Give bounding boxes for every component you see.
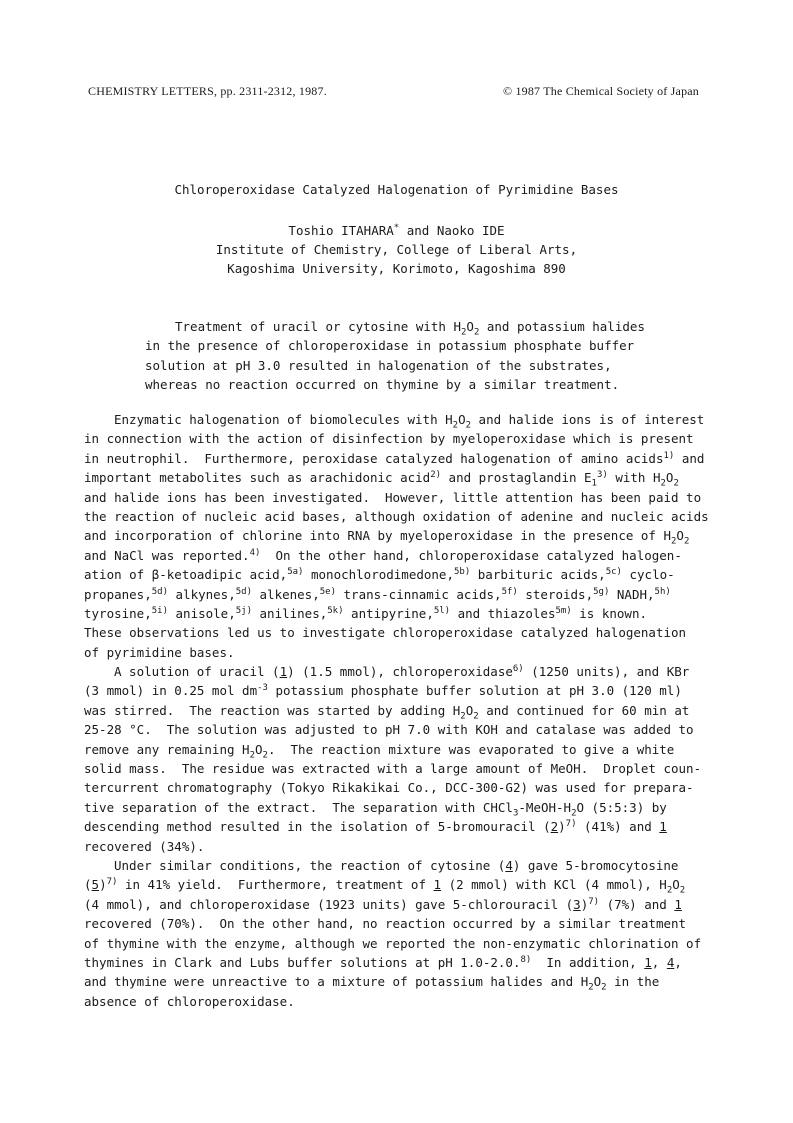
affiliation-line-1: Institute of Chemistry, College of Liberal Arts, (215, 242, 578, 257)
body-line: descending method resulted in the isolation of 5-bromouracil $(2)^{7)}$ (41%) and 1 (84, 819, 667, 835)
body-line: the reaction of nucleic acid bases, although oxidation of adenine and nucleic acids (84, 508, 709, 524)
abstract-line: whereas no reaction occurred on thymine by a similar treatment. (145, 377, 620, 393)
body-line: recovered (70%). On the other hand, no reaction occurred by a similar treatment (84, 916, 687, 932)
body-line: A solution of uracil (1) (1.5 mmol), chloroperoxidase$^{6)}$ (1250 units), and KBr (114, 663, 690, 680)
body-line: and NaCl was reported.$^{4)}$ On the other hand, chloroperoxidase catalyzed halogen- (84, 547, 682, 563)
compound-number: 1 (674, 896, 682, 912)
body-line: tyrosine,$^{5i)}$ anisole,$^{5j)}$ anilines,$^{5k)}$ antipyrine,$^{5l)}$ and thiazoles$^{5m)}$ is known. (84, 605, 647, 621)
body-line: Under similar conditions, the reaction of cytosine (4) gave 5-bromocytosine (114, 857, 679, 873)
body-line: propanes,$^{5d)}$ alkynes,$^{5d)}$ alkenes,$^{5e)}$ trans-cinnamic acids,$^{5f)}$ steroids,$^{5g)}$ NADH,$^{5h)}$ (84, 586, 671, 602)
journal-citation: CHEMISTRY LETTERS, pp. 2311-2312, 1987. (88, 84, 327, 98)
compound-number: 1 (659, 819, 667, 835)
body-line: tive separation of the extract. The separation with $CHCl_3-MeOH-H_2O$ (5:5:3) by (84, 799, 667, 819)
body-line: in connection with the action of disinfection by myeloperoxidase which is present (84, 431, 694, 447)
body-line: tercurrent chromatography (Tokyo Rikakikai Co., DCC-300-G2) was used for prepara- (84, 780, 694, 796)
body-line: absence of chloroperoxidase. (84, 993, 295, 1009)
body-line: and halide ions has been investigated. However, little attention has been paid to (84, 489, 702, 505)
body-line: These observations led us to investigate chloroperoxidase catalyzed halogenation (84, 625, 687, 641)
abstract-line: Treatment of uracil or cytosine with $H_2O_2$ and potassium halides (175, 319, 645, 338)
author-names: Toshio ITAHARA* and Naoko IDE (288, 222, 505, 238)
body-line: important metabolites such as arachidonic acid$^{2)}$ and prostaglandin $E_1^{3)}$ with $H_2O_2$ (84, 470, 679, 489)
body-line: was stirred. The reaction was started by adding $H_2O_2$ and continued for 60 min at (84, 702, 690, 722)
body-line: Enzymatic halogenation of biomolecules with $H_2O_2$ and halide ions is of interest (114, 412, 705, 431)
body-line: (4 mmol), and chloroperoxidase (1923 units) gave 5-chlorouracil $(3)^{7)}$ (7%) and 1 (84, 896, 682, 912)
copyright-notice: © 1987 The Chemical Society of Japan (502, 84, 699, 98)
compound-number: 1 (644, 954, 652, 970)
body-line: and incorporation of chlorine into RNA by myeloperoxidase in the presence of $H_2O_2$ (84, 528, 690, 547)
abstract-line: in the presence of chloroperoxidase in potassium phosphate buffer (145, 338, 635, 354)
compound-number: 2 (550, 819, 559, 835)
body-line: of pyrimidine bases. (84, 644, 235, 660)
compound-number: 4 (666, 954, 675, 970)
abstract-line: solution at pH 3.0 resulted in halogenation of the substrates, (145, 357, 612, 373)
paper-title: Chloroperoxidase Catalyzed Halogenation of Pyrimidine Bases (174, 182, 619, 197)
abstract (145, 317, 665, 395)
author-block (0, 221, 793, 278)
body-line: remove any remaining $H_2O_2$. The reaction mixture was evaporated to give a white (84, 741, 675, 761)
body-line: in neutrophil. Furthermore, peroxidase catalyzed halogenation of amino acids$^{1)}$ and (84, 450, 705, 466)
affiliation-line-2: Kagoshima University, Korimoto, Kagoshima 890 (227, 261, 566, 276)
body-line: $(5)^{7)}$ in 41% yield. Furthermore, treatment of 1 (2 mmol) with KCl (4 mmol), $H_2O_2$ (84, 877, 686, 896)
body-line: ation of β-ketoadipic acid,$^{5a)}$ monochlorodimedone,$^{5b)}$ barbituric acids,$^{5c)}$ cyclo- (84, 566, 675, 583)
body-line: thymines in Clark and Lubs buffer solutions at pH 1.0-2.0.$^{8)}$ In addition, 1, 4, (84, 954, 682, 970)
compound-number: 1 (433, 877, 442, 893)
body-line: (3 mmol) in 0.25 mol $dm^{-3}$ potassium phosphate buffer solution at pH 3.0 (120 ml) (84, 683, 682, 699)
body-line: recovered (34%). (84, 838, 205, 854)
body-line: and thymine were unreactive to a mixture of potassium halides and $H_2O_2$ in the (84, 974, 660, 993)
body-text (84, 410, 720, 1011)
body-line: of thymine with the enzyme, although we reported the non-enzymatic chlorination of (84, 935, 702, 951)
page-header (88, 84, 699, 99)
compound-number: 4 (505, 857, 513, 873)
compound-number: 3 (573, 896, 581, 912)
body-line: 25-28 °C. The solution was adjusted to pH 7.0 with KOH and catalase was added to (84, 722, 694, 738)
body-line: solid mass. The residue was extracted with a large amount of MeOH. Droplet coun- (84, 761, 702, 777)
compound-number: 1 (279, 664, 288, 680)
compound-number: 5 (91, 877, 100, 893)
